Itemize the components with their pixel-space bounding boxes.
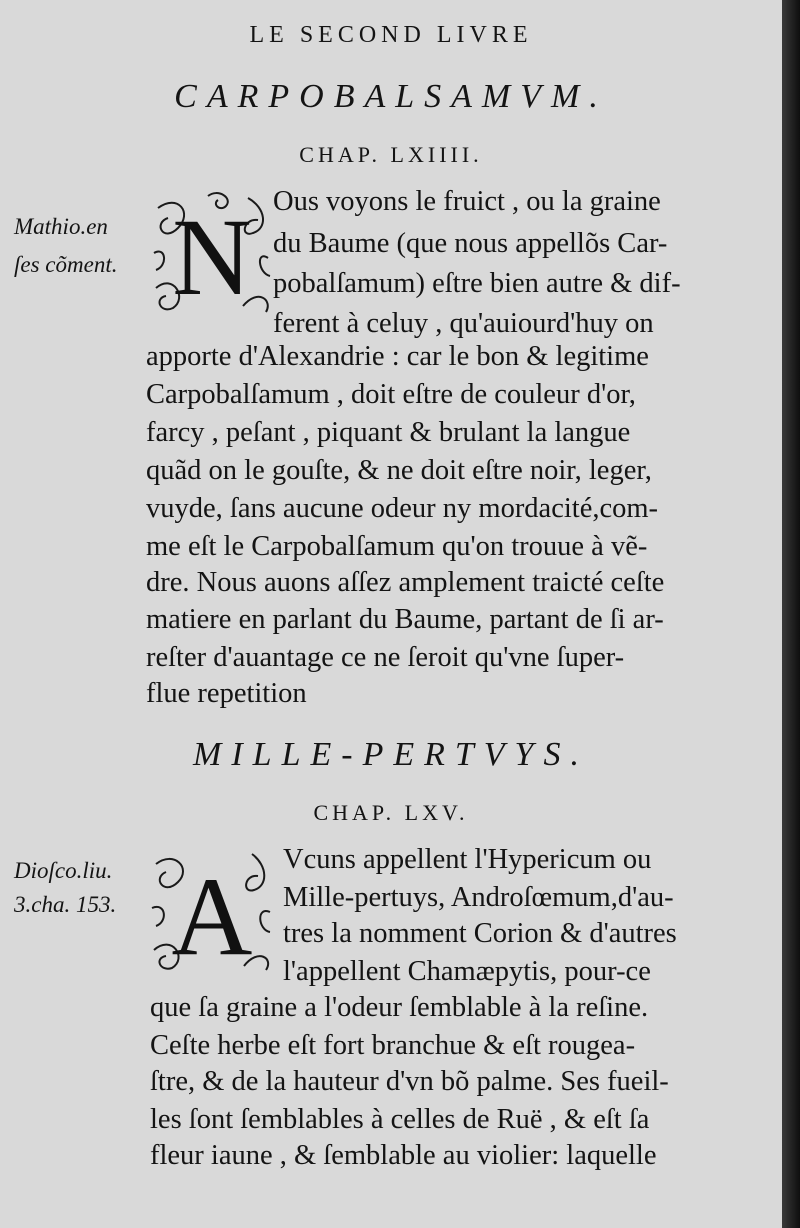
decorated-initial-a [148, 846, 276, 974]
text-line: matiere en parlant du Baume, partant de ſi ar- [146, 604, 664, 635]
initial-letter: A [171, 855, 253, 974]
text-line: pobalſamum) eſtre bien autre & dif- [273, 268, 681, 299]
margin-note-line: ſes cõment. [14, 252, 118, 277]
margin-note-line: 3.cha. 153. [14, 892, 117, 917]
section-title-carpobalsamum: CARPOBALSAMVM. [174, 78, 608, 115]
text-line: ſtre, & de la hauteur d'vn bõ palme. Ses fueil- [150, 1066, 669, 1097]
text-line: Ceſte herbe eſt fort branchue & eſt rougea- [150, 1030, 636, 1061]
text-line: Ous voyons le fruict , ou la graine [273, 186, 661, 217]
text-line: me eſt le Carpobalſamum qu'on trouue à vẽ- [146, 531, 648, 562]
text-line: tres la nomment Corion & d'autres [283, 918, 677, 949]
text-line: vuyde, ſans aucune odeur ny mordacité,com- [146, 493, 659, 524]
book-spine-shadow [782, 0, 800, 1228]
text-line: flue repetition [146, 678, 307, 709]
chapter-heading-lxv: CHAP. LXV. [313, 800, 469, 825]
initial-letter: N [172, 196, 252, 316]
text-line: du Baume (que nous appellõs Car- [273, 228, 668, 259]
section-title-mille-pertuys: MILLE-PERTVYS. [193, 736, 589, 773]
decorated-initial-n [148, 188, 276, 316]
text-line: quãd on le gouſte, & ne doit eſtre noir, leger, [146, 455, 652, 486]
chapter-heading-lxiiii: CHAP. LXIIII. [299, 142, 483, 167]
text-line: que ſa graine a l'odeur ſemblable à la reſine. [150, 992, 649, 1023]
margin-note-line: Mathio.en [14, 214, 108, 239]
text-line: apporte d'Alexandrie : car le bon & legitime [146, 341, 649, 372]
text-line: dre. Nous auons aſſez amplement traicté ceſte [146, 567, 665, 598]
text-line: farcy , peſant , piquant & brulant la langue [146, 417, 631, 448]
text-line: l'appellent Chamæpytis, pour-ce [283, 956, 651, 987]
margin-note-line: Dioſco.liu. [14, 858, 113, 883]
text-line: Vcuns appellent l'Hypericum ou [283, 844, 652, 875]
text-line: fleur iaune , & ſemblable au violier: laquelle [150, 1140, 657, 1171]
text-line: les ſont ſemblables à celles de Ruë , & eſt ſa [150, 1104, 650, 1135]
text-line: reſter d'auantage ce ne ſeroit qu'vne ſuper- [146, 642, 625, 673]
text-line: Carpobalſamum , doit eſtre de couleur d'or, [146, 379, 636, 410]
text-line: Mille-pertuys, Androſœmum,d'au- [283, 882, 674, 913]
running-head: LE SECOND LIVRE [249, 22, 533, 48]
text-line: ferent à celuy , qu'auiourd'huy on [273, 308, 654, 339]
